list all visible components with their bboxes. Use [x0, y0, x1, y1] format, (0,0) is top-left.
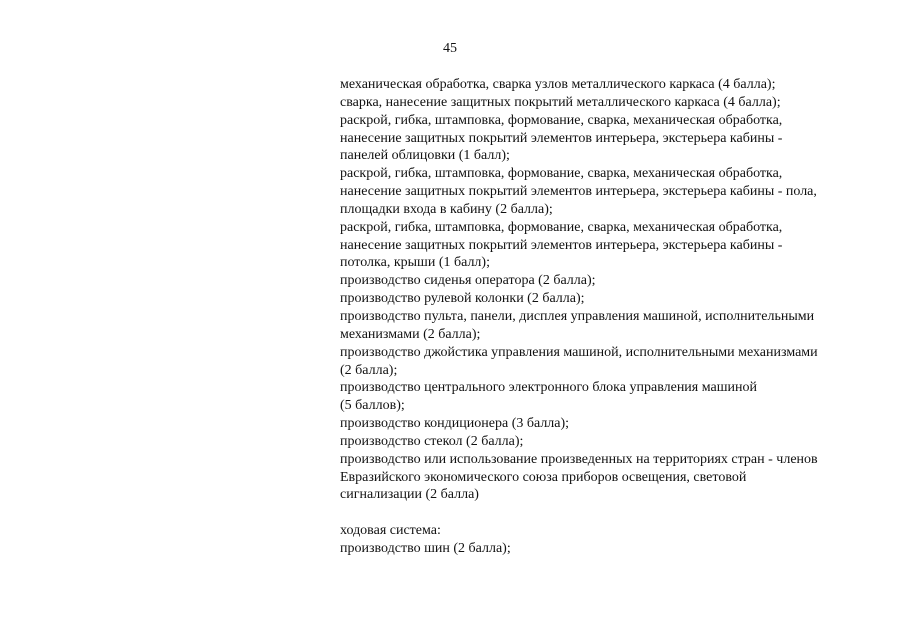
text-line: производство кондиционера (3 балла); — [340, 416, 570, 432]
text-line: сварка, нанесение защитных покрытий металлического каркаса (4 балла); — [340, 94, 781, 110]
text-line: производство шин (2 балла); — [340, 540, 511, 556]
text-line: механизмами (2 балла); — [340, 326, 481, 342]
text-line: производство рулевой колонки (2 балла); — [340, 291, 585, 307]
text-line: Евразийского экономического союза приборов освещения, световой — [340, 469, 747, 485]
page-number: 45 — [443, 41, 457, 56]
text-line: площадки входа в кабину (2 балла); — [340, 201, 553, 217]
document-body — [340, 76, 880, 558]
text-line: производство джойстика управления машиной, исполнительными механизмами — [340, 344, 818, 360]
text-line: раскрой, гибка, штамповка, формование, сварка, механическая обработка, — [340, 112, 783, 128]
text-line: раскрой, гибка, штамповка, формование, сварка, механическая обработка, — [340, 166, 783, 182]
text-line: раскрой, гибка, штамповка, формование, сварка, механическая обработка, — [340, 219, 783, 235]
text-line: производство пульта, панели, дисплея управления машиной, исполнительными — [340, 308, 815, 324]
paragraph-spacer — [340, 504, 880, 522]
text-line: (2 балла); — [340, 362, 398, 378]
text-line: сигнализации (2 балла) — [340, 487, 479, 503]
text-line: (5 баллов); — [340, 398, 405, 414]
text-line: производство центрального электронного блока управления машиной — [340, 380, 757, 396]
text-line: потолка, крыши (1 балл); — [340, 255, 490, 271]
paragraph-block-1 — [340, 76, 880, 504]
text-line: панелей облицовки (1 балл); — [340, 148, 510, 164]
text-line: производство или использование произведенных на территориях стран - членов — [340, 451, 818, 467]
text-line: нанесение защитных покрытий элементов интерьера, экстерьера кабины - пола, — [340, 184, 817, 200]
paragraph-block-2 — [340, 522, 880, 558]
text-line: нанесение защитных покрытий элементов интерьера, экстерьера кабины - — [340, 237, 783, 253]
section-heading: ходовая система: — [340, 523, 441, 539]
text-line: производство сиденья оператора (2 балла); — [340, 273, 596, 289]
text-line: производство стекол (2 балла); — [340, 433, 524, 449]
text-line: механическая обработка, сварка узлов металлического каркаса (4 балла); — [340, 77, 776, 92]
text-line: нанесение защитных покрытий элементов интерьера, экстерьера кабины - — [340, 130, 783, 146]
